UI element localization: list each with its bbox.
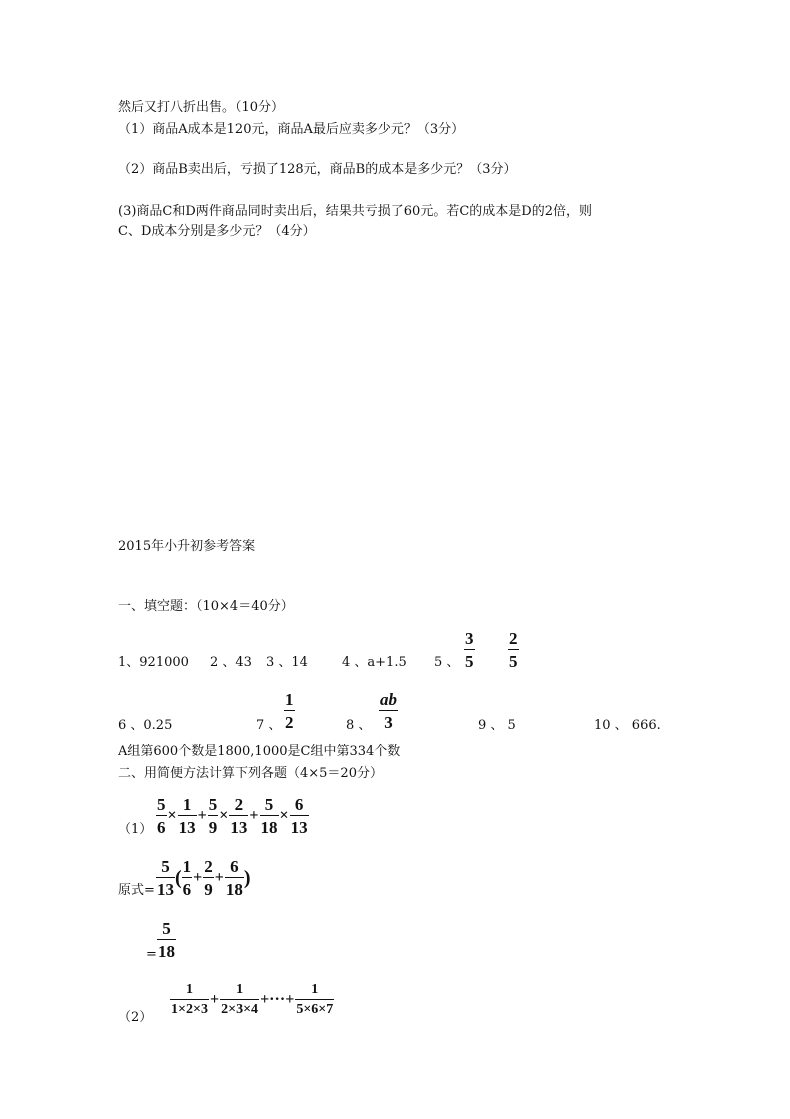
answer-2: 2 、43: [210, 655, 252, 670]
answer-note: A组第600个数是1800,1000是C组中第334个数: [118, 744, 401, 759]
answer-5-fraction-a: [464, 630, 475, 670]
fraction-numerator: 5: [162, 919, 171, 938]
fraction-denominator: 5×6×7: [296, 1002, 334, 1017]
step-label: 原式=: [118, 883, 155, 898]
result-equals: =: [146, 947, 157, 962]
fraction-numerator: 6: [230, 857, 239, 876]
fraction-numerator: 5: [157, 795, 166, 814]
result-fraction: [157, 920, 176, 960]
open-paren: (: [175, 867, 182, 889]
step-fraction-1: [182, 858, 193, 898]
close-paren: ): [243, 867, 251, 889]
fraction-numerator: 5: [264, 795, 274, 814]
answer-10: 10 、 666.: [594, 718, 661, 733]
fraction-numerator: 1: [182, 857, 192, 876]
fraction-denominator: 5: [509, 652, 518, 671]
times-operator: ×: [219, 807, 229, 824]
answer-4: 4 、a+1.5: [342, 655, 407, 670]
fraction-numerator: 2: [234, 795, 244, 814]
p2-fraction-1: [170, 983, 209, 1017]
answer-8-fraction: [379, 691, 398, 731]
plus-operator: +: [197, 807, 207, 824]
expression-fraction: [229, 796, 248, 836]
question-1: （1）商品A成本是120元，商品A最后应卖多少元？（3分）: [118, 122, 465, 137]
problem-1-label: （1）: [118, 822, 153, 837]
p2-fraction-2: [220, 983, 259, 1017]
times-operator: ×: [279, 807, 289, 824]
fraction-denominator: 6: [182, 880, 192, 899]
answer-1: 1、921000: [118, 655, 189, 670]
fraction-denominator: 3: [384, 713, 393, 732]
step-fraction-2: [203, 858, 214, 898]
problem-intro: 然后又打八折出售。（10分）: [118, 100, 285, 115]
p2-fraction-3: [295, 983, 334, 1017]
fraction-numerator: 5: [208, 795, 218, 814]
fraction-denominator: 9: [208, 818, 218, 837]
answer-7-fraction: [284, 691, 295, 731]
fraction-denominator: 5: [465, 652, 474, 671]
fraction-denominator: 2×3×4: [221, 1002, 259, 1017]
answer-5-fraction-b: [508, 630, 519, 670]
plus-operator: +: [214, 869, 224, 886]
fraction-denominator: 9: [204, 880, 213, 899]
step-fraction-factor: [156, 858, 175, 898]
fraction-denominator: 6: [157, 818, 166, 837]
question-3-line-1: (3)商品C和D两件商品同时卖出后，结果共亏损了60元。若C的成本是D的2倍，则: [118, 204, 592, 219]
fraction-denominator: 18: [225, 880, 243, 899]
question-3-line-2: C、D成本分别是多少元？（4分）: [118, 224, 316, 239]
answer-3: 3 、14: [266, 655, 308, 670]
fraction-denominator: 18: [260, 818, 278, 837]
fraction-numerator: 5: [161, 857, 170, 876]
fraction-numerator: ab: [380, 690, 397, 709]
times-operator: ×: [167, 807, 177, 824]
answer-6: 6 、0.25: [118, 718, 173, 733]
fraction-denominator: 2: [285, 713, 294, 732]
fraction-denominator: 18: [158, 942, 175, 961]
fraction-numerator: 2: [204, 857, 213, 876]
problem-2-label: （2）: [118, 1010, 153, 1025]
problem-1-expression: [156, 796, 309, 836]
problem-2-expression: [170, 983, 334, 1017]
fraction-numerator: 6: [294, 795, 304, 814]
answer-8-label: 8 、: [346, 718, 372, 733]
fraction-denominator: 13: [178, 818, 196, 837]
fraction-denominator: 1×2×3: [171, 1002, 208, 1017]
expression-fraction: [260, 796, 279, 836]
fraction-numerator: 2: [509, 629, 518, 648]
section-1-header: 一、填空题：（10×4＝40分）: [118, 599, 294, 614]
section-2-header: 二、用简便方法计算下列各题（4×5＝20分）: [118, 766, 383, 781]
fraction-denominator: 13: [230, 818, 248, 837]
fraction-numerator: 3: [465, 629, 474, 648]
fraction-numerator: 1: [182, 795, 192, 814]
expression-fraction: [208, 796, 219, 836]
plus-operator: +: [249, 807, 259, 824]
answer-7-label: 7 、: [256, 718, 282, 733]
ellipsis-operator: +···+: [260, 991, 295, 1008]
expression-fraction: [290, 796, 309, 836]
problem-1-step: [156, 858, 251, 898]
fraction-denominator: 13: [157, 880, 174, 899]
fraction-numerator: 1: [285, 690, 294, 709]
answer-5-label: 5 、: [434, 655, 460, 670]
question-2: （2）商品B卖出后，亏损了128元，商品B的成本是多少元？（3分）: [118, 162, 517, 177]
fraction-numerator: 1: [185, 982, 193, 997]
fraction-numerator: 1: [311, 982, 319, 997]
answer-9: 9 、 5: [478, 718, 516, 733]
expression-fraction: [178, 796, 197, 836]
plus-operator: +: [209, 991, 220, 1008]
answers-title: 2015年小升初参考答案: [118, 539, 256, 554]
fraction-denominator: 13: [290, 818, 308, 837]
expression-fraction: [156, 796, 167, 836]
plus-operator: +: [193, 869, 203, 886]
step-fraction-3: [225, 858, 244, 898]
fraction-numerator: 1: [236, 982, 244, 997]
